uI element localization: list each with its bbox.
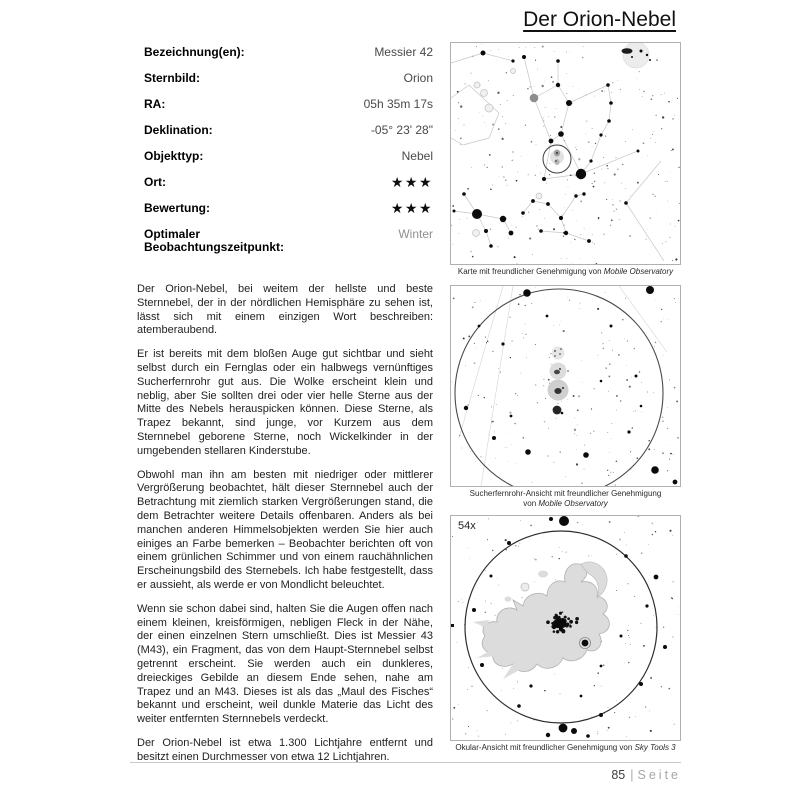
left-column [137,46,433,775]
spec-row-designation [144,46,433,59]
star-chart-graphic [451,43,680,264]
spec-value: 05h 35m 17s [363,97,433,111]
spec-row-best-time [144,228,433,254]
caption-text: Karte mit freundlicher Genehmigung von [457,267,604,276]
spec-row-objecttype [144,150,433,163]
page-number: 85 [611,768,626,782]
finder-view-graphic [451,286,680,486]
paragraph-m43: Wenn sie schon dabei sind, halten Sie die Augen offen nach einem kleinen, kreisförmigen, nebligen Fleck in der Nähe, der einen einzelnen Stern umschließt. Dies ist Messier 43 (M43), ein Fragment, das von dem Haupt-Sternnebel selbst getrennt erscheint. Sie werden auch ein dunkleres, dreieckiges Gebilde an diesem Ende sehen, nahe am Trapez und an M43. Dieses ist als das „Maul des Fisches“ bekannt und erscheint, weil dunkle Materie das Licht des weiter entfernten Sternnebels verdeckt. [137,602,433,726]
footer-divider [130,762,681,763]
caption-credit: Mobile Observatory [538,499,608,508]
eyepiece-view-figure [450,515,681,741]
spec-row-constellation [144,72,433,85]
spec-value: Nebel [401,149,433,163]
footer-separator: | [630,768,634,782]
spec-value: Messier 42 [374,45,433,59]
paragraph-visibility: Er ist bereits mit dem bloßen Auge gut sichtbar und sieht selbst durch ein Fernglas oder ein halbwegs vernünftiges Sucherfernrohr gut aus. Die Wolke erscheint klein und neblig, aber Sie sollten drei oder vier helle Sterne aus der Mitte des Nebels herauspicken können. Diese Sterne, als Trapez bekannt, sind junge, vor Kurzem aus dem Sternnebel geborene Sterne, noch Wickelkinder in der umgebenden stellaren Kinderstube. [137,348,433,457]
rating-stars: ★★★ [390,174,433,190]
spec-label: RA: [144,97,166,111]
spec-label: Deklination: [144,123,213,137]
finder-view-caption [450,489,681,509]
caption-text: Okular-Ansicht mit freundlicher Genehmigung von [455,743,635,752]
object-info-table [137,46,433,254]
star-chart-caption [450,267,681,277]
magnification-label: 54x [458,520,476,532]
spec-label: Sternbild: [144,71,200,85]
spec-value: -05° 23' 28" [370,123,433,137]
caption-text: Sucherfernrohr-Ansicht mit freundlicher Genehmigung von [469,489,662,508]
spec-row-location [144,176,433,189]
article-body [137,283,433,765]
spec-label: Ort: [144,175,166,189]
eyepiece-view-graphic [451,516,680,740]
rating-stars: ★★★ [390,200,433,216]
spec-label: Objekttyp: [144,149,204,163]
footer-word: Seite [637,768,681,782]
star-chart-figure [450,42,681,265]
spec-row-declination [144,124,433,137]
spec-label: Optimaler Beobachtungszeitpunkt: [144,227,284,254]
spec-row-rating [144,202,433,215]
spec-label: Bezeichnung(en): [144,45,245,59]
paragraph-intro: Der Orion-Nebel, bei weitem der hellste und beste Sternnebel, der in der nördlichen Hemisphäre zu sehen ist, lässt sich mit einem einzigen Wort beschreiben: atemberaubend. [137,283,433,337]
caption-credit: Mobile Observatory [603,267,674,276]
spec-value: Orion [403,71,433,85]
finder-view-figure [450,285,681,487]
caption-credit: Sky Tools 3 [634,743,676,752]
spec-label: Bewertung: [144,201,210,215]
page-footer [611,768,681,782]
eyepiece-view-caption [450,743,681,753]
spec-value: Winter [398,227,433,241]
spec-row-ra [144,98,433,111]
paragraph-distance: Der Orion-Nebel ist etwa 1.300 Lichtjahre entfernt und besitzt einen Durchmesser von etwa 12 Lichtjahren. [137,736,433,763]
paragraph-magnification: Obwohl man ihn am besten mit niedriger oder mittlerer Vergrößerung beobachtet, hält dieser Sternnebel auch der Betrachtung mit ziemlich starken Vergrößerungen stand, die dem Betrachter weitere Details offenbaren. Anders als bei manchen anderen Himmelsobjekten werden Sie hier auch einiges an Farbe bemerken – Beobachter berichten oft von einem grünlichen Schimmer und von einem rauchähnlichen Erscheinungsbild des Sternebels. Ich habe festgestellt, dass er aussieht, als werde er von Mondlicht beleuchtet. [137,468,433,591]
page-title: Der Orion-Nebel [523,8,676,31]
figures-column [450,42,681,753]
